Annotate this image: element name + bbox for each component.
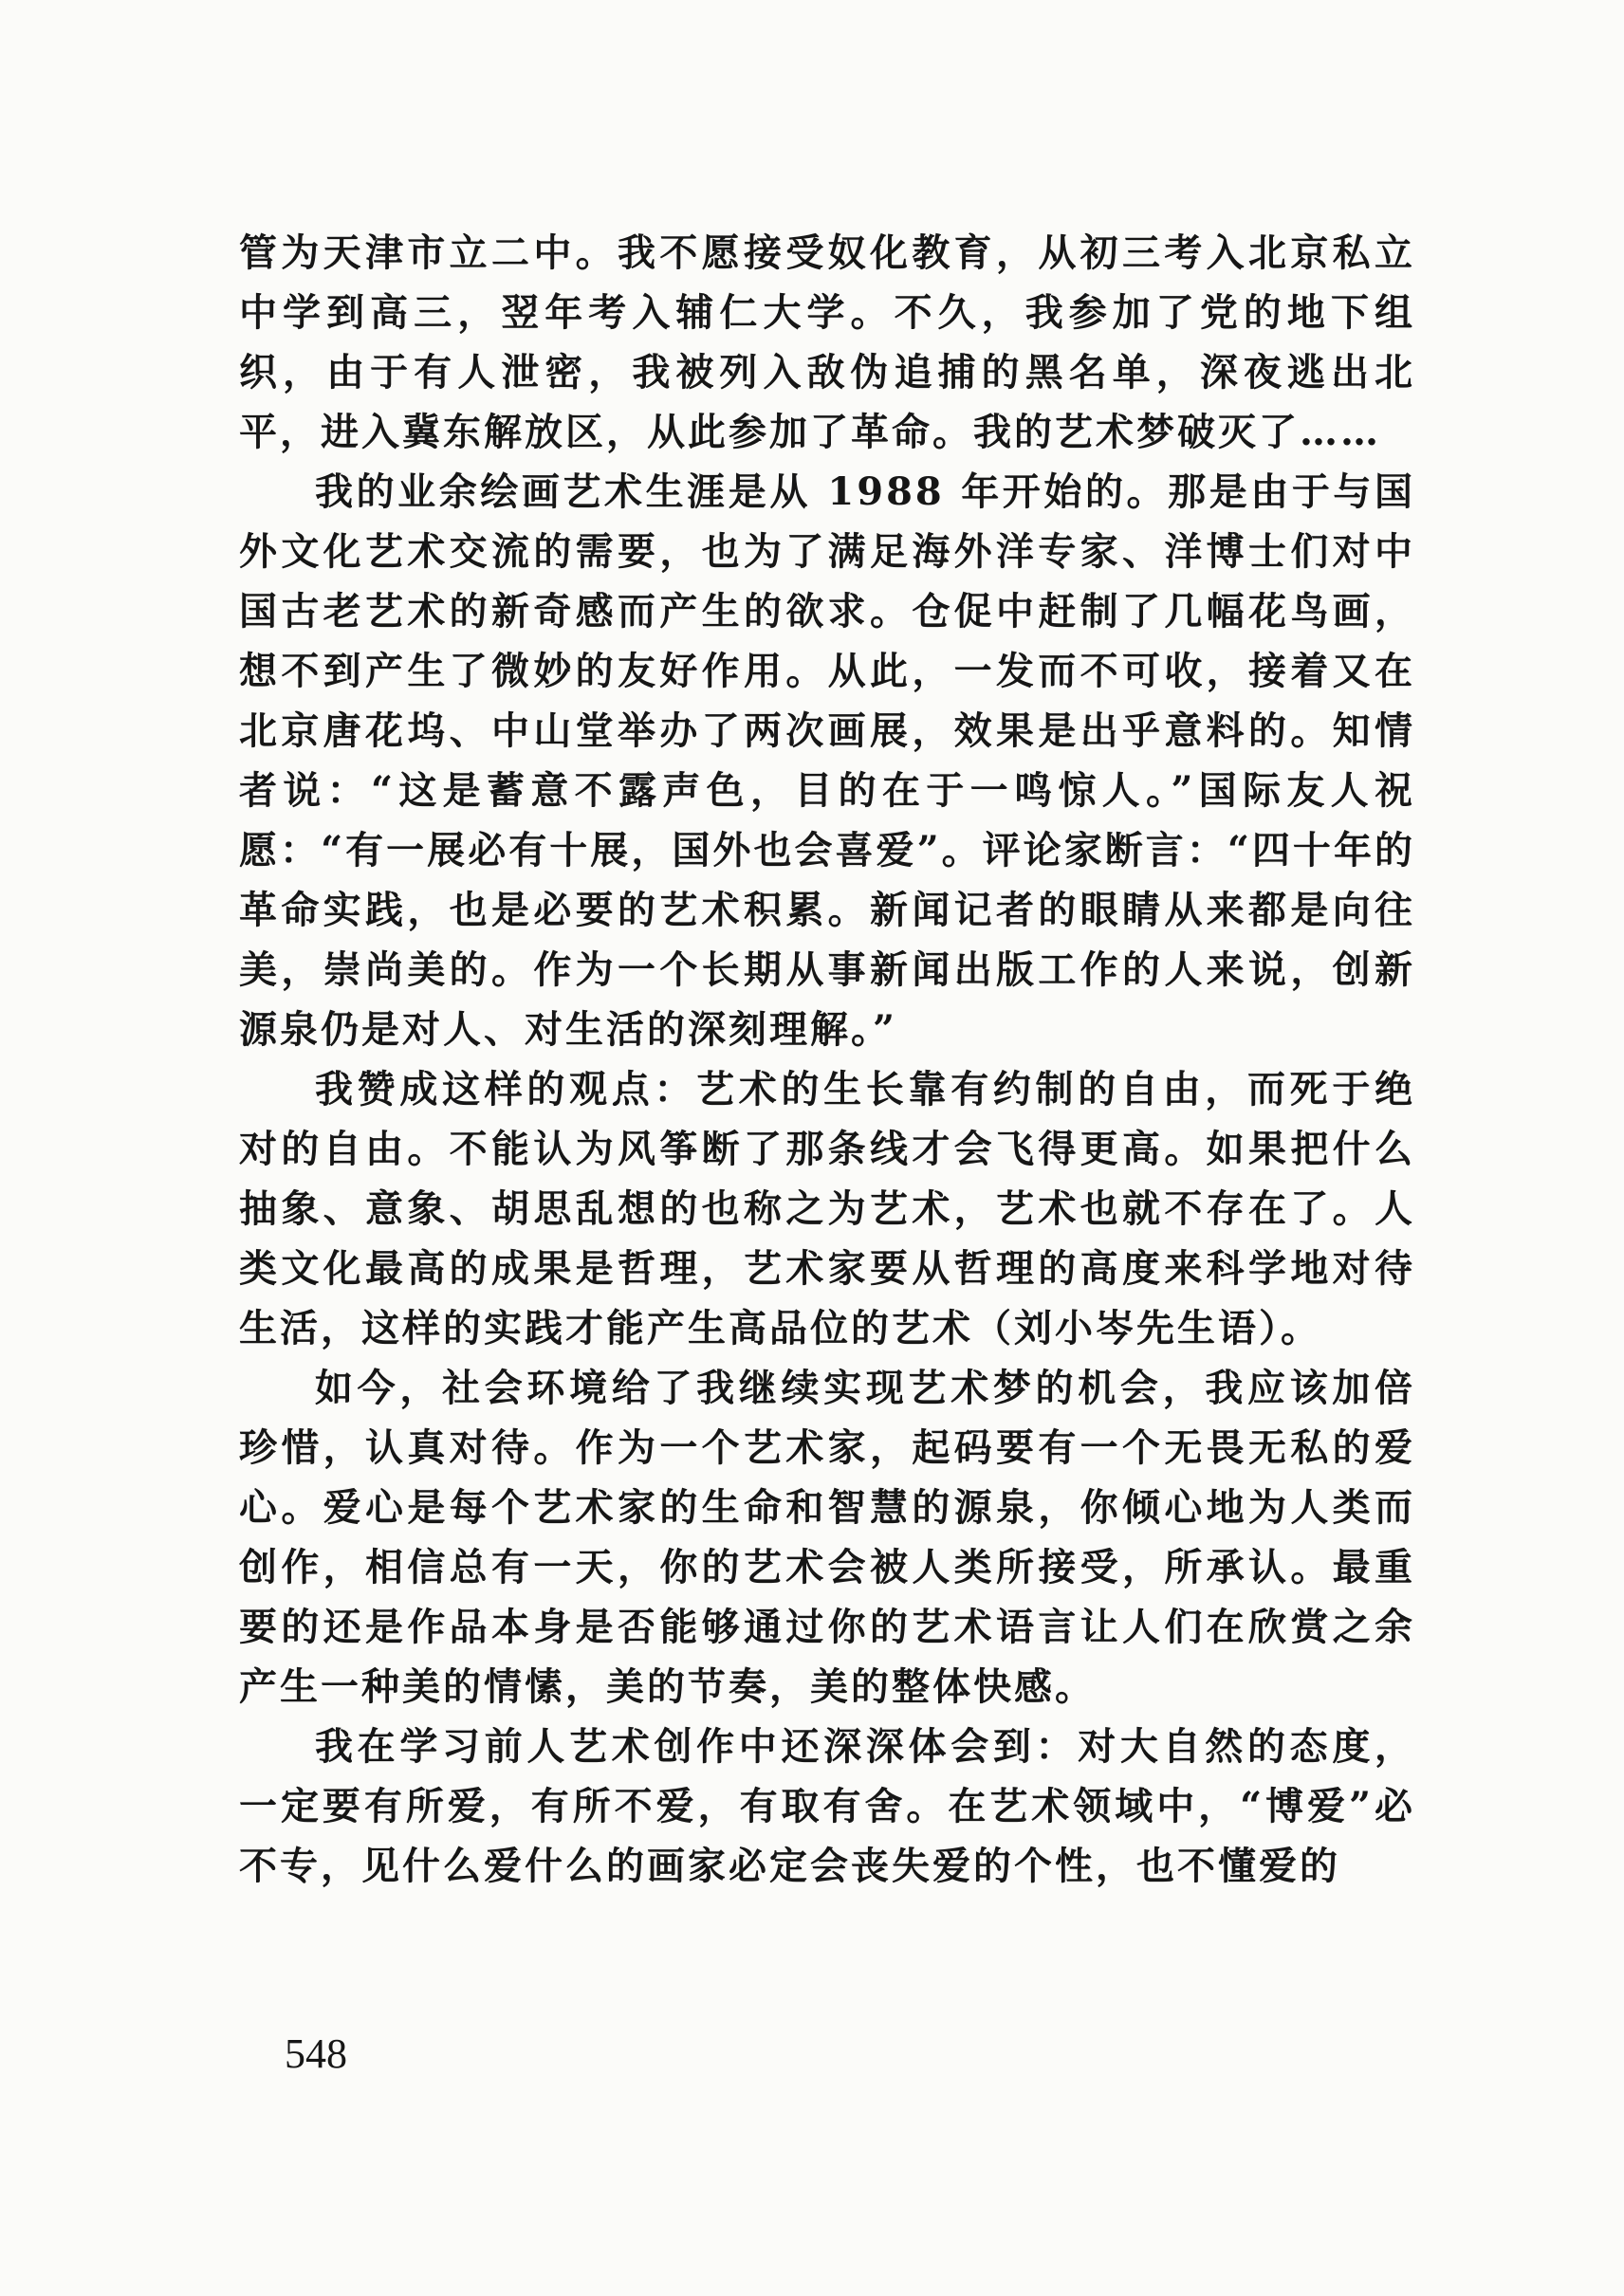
paragraph-2: 我的业余绘画艺术生涯是从 1988 年开始的。那是由于与国外文化艺术交流的需要，也为了满足海外洋专家、洋博士们对中国古老艺术的新奇感而产生的欲求。仓促中赶制了几幅花鸟画，想不到产生了微妙的友好作用。从此，一发而不可收，接着又在北京唐花坞、中山堂举办了两次画展，效果是出乎意料的。知情者说：“这是蓄意不露声色，目的在于一鸣惊人。”国际友人祝愿：“有一展必有十展，国外也会喜爱”。评论家断言：“四十年的革命实践，也是必要的艺术积累。新闻记者的眼睛从来都是向往美，崇尚美的。作为一个长期从事新闻出版工作的人来说，创新源泉仍是对人、对生活的深刻理解。” xyxy=(239,469,1415,1052)
paragraph-4: 如今，社会环境给了我继续实现艺术梦的机会，我应该加倍珍惜，认真对待。作为一个艺术家，起码要有一个无畏无私的爱心。爱心是每个艺术家的生命和智慧的源泉，你倾心地为人类而创作，相信总有一天，你的艺术会被人类所接受，所承认。最重要的还是作品本身是否能够通过你的艺术语言让人们在欣赏之余产生一种美的情愫，美的节奏，美的整体快感。 xyxy=(239,1366,1415,1709)
page-number: 548 xyxy=(285,2030,347,2077)
paragraph-5: 我在学习前人艺术创作中还深深体会到：对大自然的态度，一定要有所爱，有所不爱，有取有舍。在艺术领域中，“博爱”必不专，见什么爱什么的画家必定会丧失爱的个性，也不懂爱的 xyxy=(239,1724,1415,1888)
paragraph-3: 我赞成这样的观点：艺术的生长靠有约制的自由，而死于绝对的自由。不能认为风筝断了那条线才会飞得更高。如果把什么抽象、意象、胡思乱想的也称之为艺术，艺术也就不存在了。人类文化最高的成果是哲理，艺术家要从哲理的高度来科学地对待生活，这样的实践才能产生高品位的艺术（刘小岑先生语）。 xyxy=(239,1067,1415,1350)
paragraph-1: 管为天津市立二中。我不愿接受奴化教育，从初三考入北京私立中学到高三，翌年考入辅仁大学。不久，我参加了党的地下组织，由于有人泄密，我被列入敌伪追捕的黑名单，深夜逃出北平，进入冀东解放区，从此参加了革命。我的艺术梦破灭了…… xyxy=(239,230,1415,454)
body-text xyxy=(239,223,1415,1896)
